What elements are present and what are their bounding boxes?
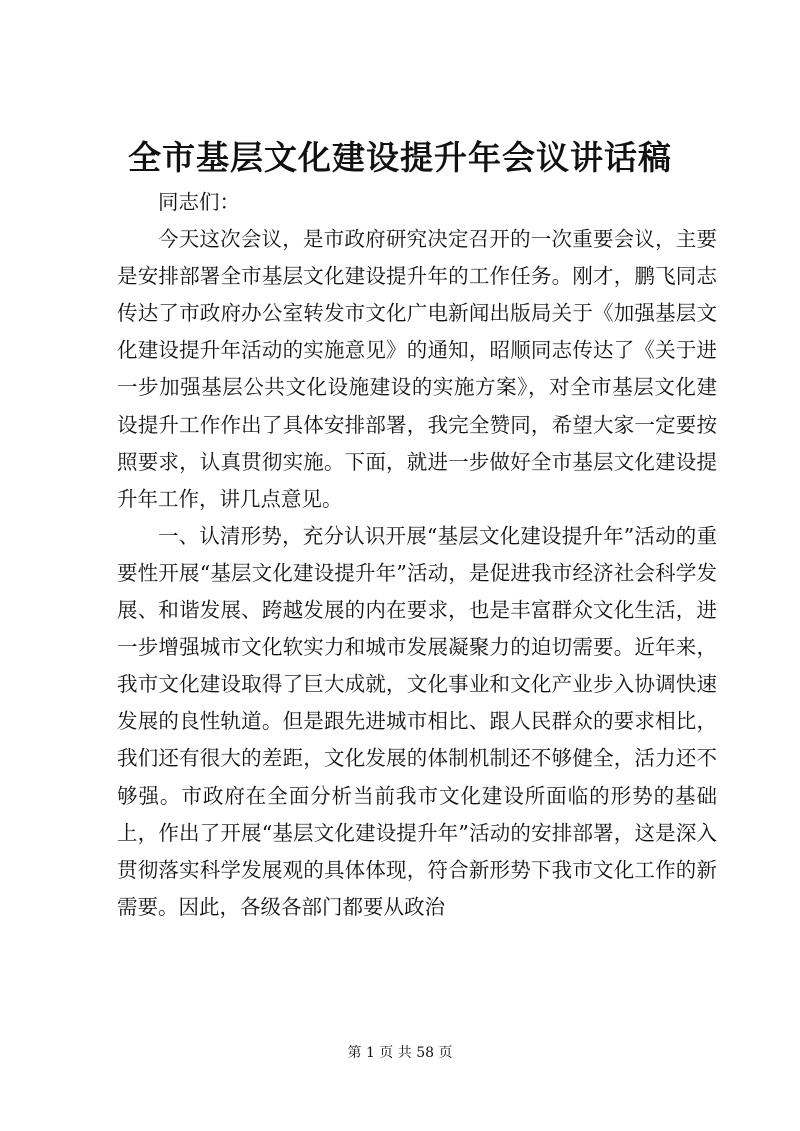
body-paragraph: 今天这次会议，是市政府研究决定召开的一次重要会议，主要是安排部署全市基层文化建设提升年的工作任务。刚才，鹏飞同志传达了市政府办公室转发市文化广电新闻出版局关于《加强基层文化建设提升年活动的实施意见》的通知，昭顺同志传达了《关于进一步加强基层公共文化设施建设的实施方案》，对全市基层文化建设提升工作作出了具体安排部署，我完全赞同，希望大家一定要按照要求，认真贯彻实施。下面，就进一步做好全市基层文化建设提升年工作，讲几点意见。 bbox=[117, 227, 717, 511]
salutation-paragraph: 同志们： bbox=[158, 190, 240, 214]
document-body bbox=[117, 184, 717, 926]
page-footer: 第 1 页 共 58 页 bbox=[347, 1045, 453, 1061]
body-paragraph: 一、认清形势，充分认识开展“基层文化建设提升年”活动的重要性开展“基层文化建设提升年”活动，是促进我市经济社会科学发展、和谐发展、跨越发展的内在要求，也是丰富群众文化生活，进一步增强城市文化软实力和城市发展凝聚力的迫切需要。近年来，我市文化建设取得了巨大成就，文化事业和文化产业步入协调快速发展的良性轨道。但是跟先进城市相比、跟人民群众的要求相比，我们还有很大的差距，文化发展的体制机制还不够健全，活力还不够强。市政府在全面分析当前我市文化建设所面临的形势的基础上，作出了开展“基层文化建设提升年”活动的安排部署，这是深入贯彻落实科学发展观的具体体现，符合新形势下我市文化工作的新需要。因此，各级各部门都要从政治 bbox=[117, 523, 717, 919]
document-title: 全市基层文化建设提升年会议讲话稿 bbox=[128, 138, 672, 177]
